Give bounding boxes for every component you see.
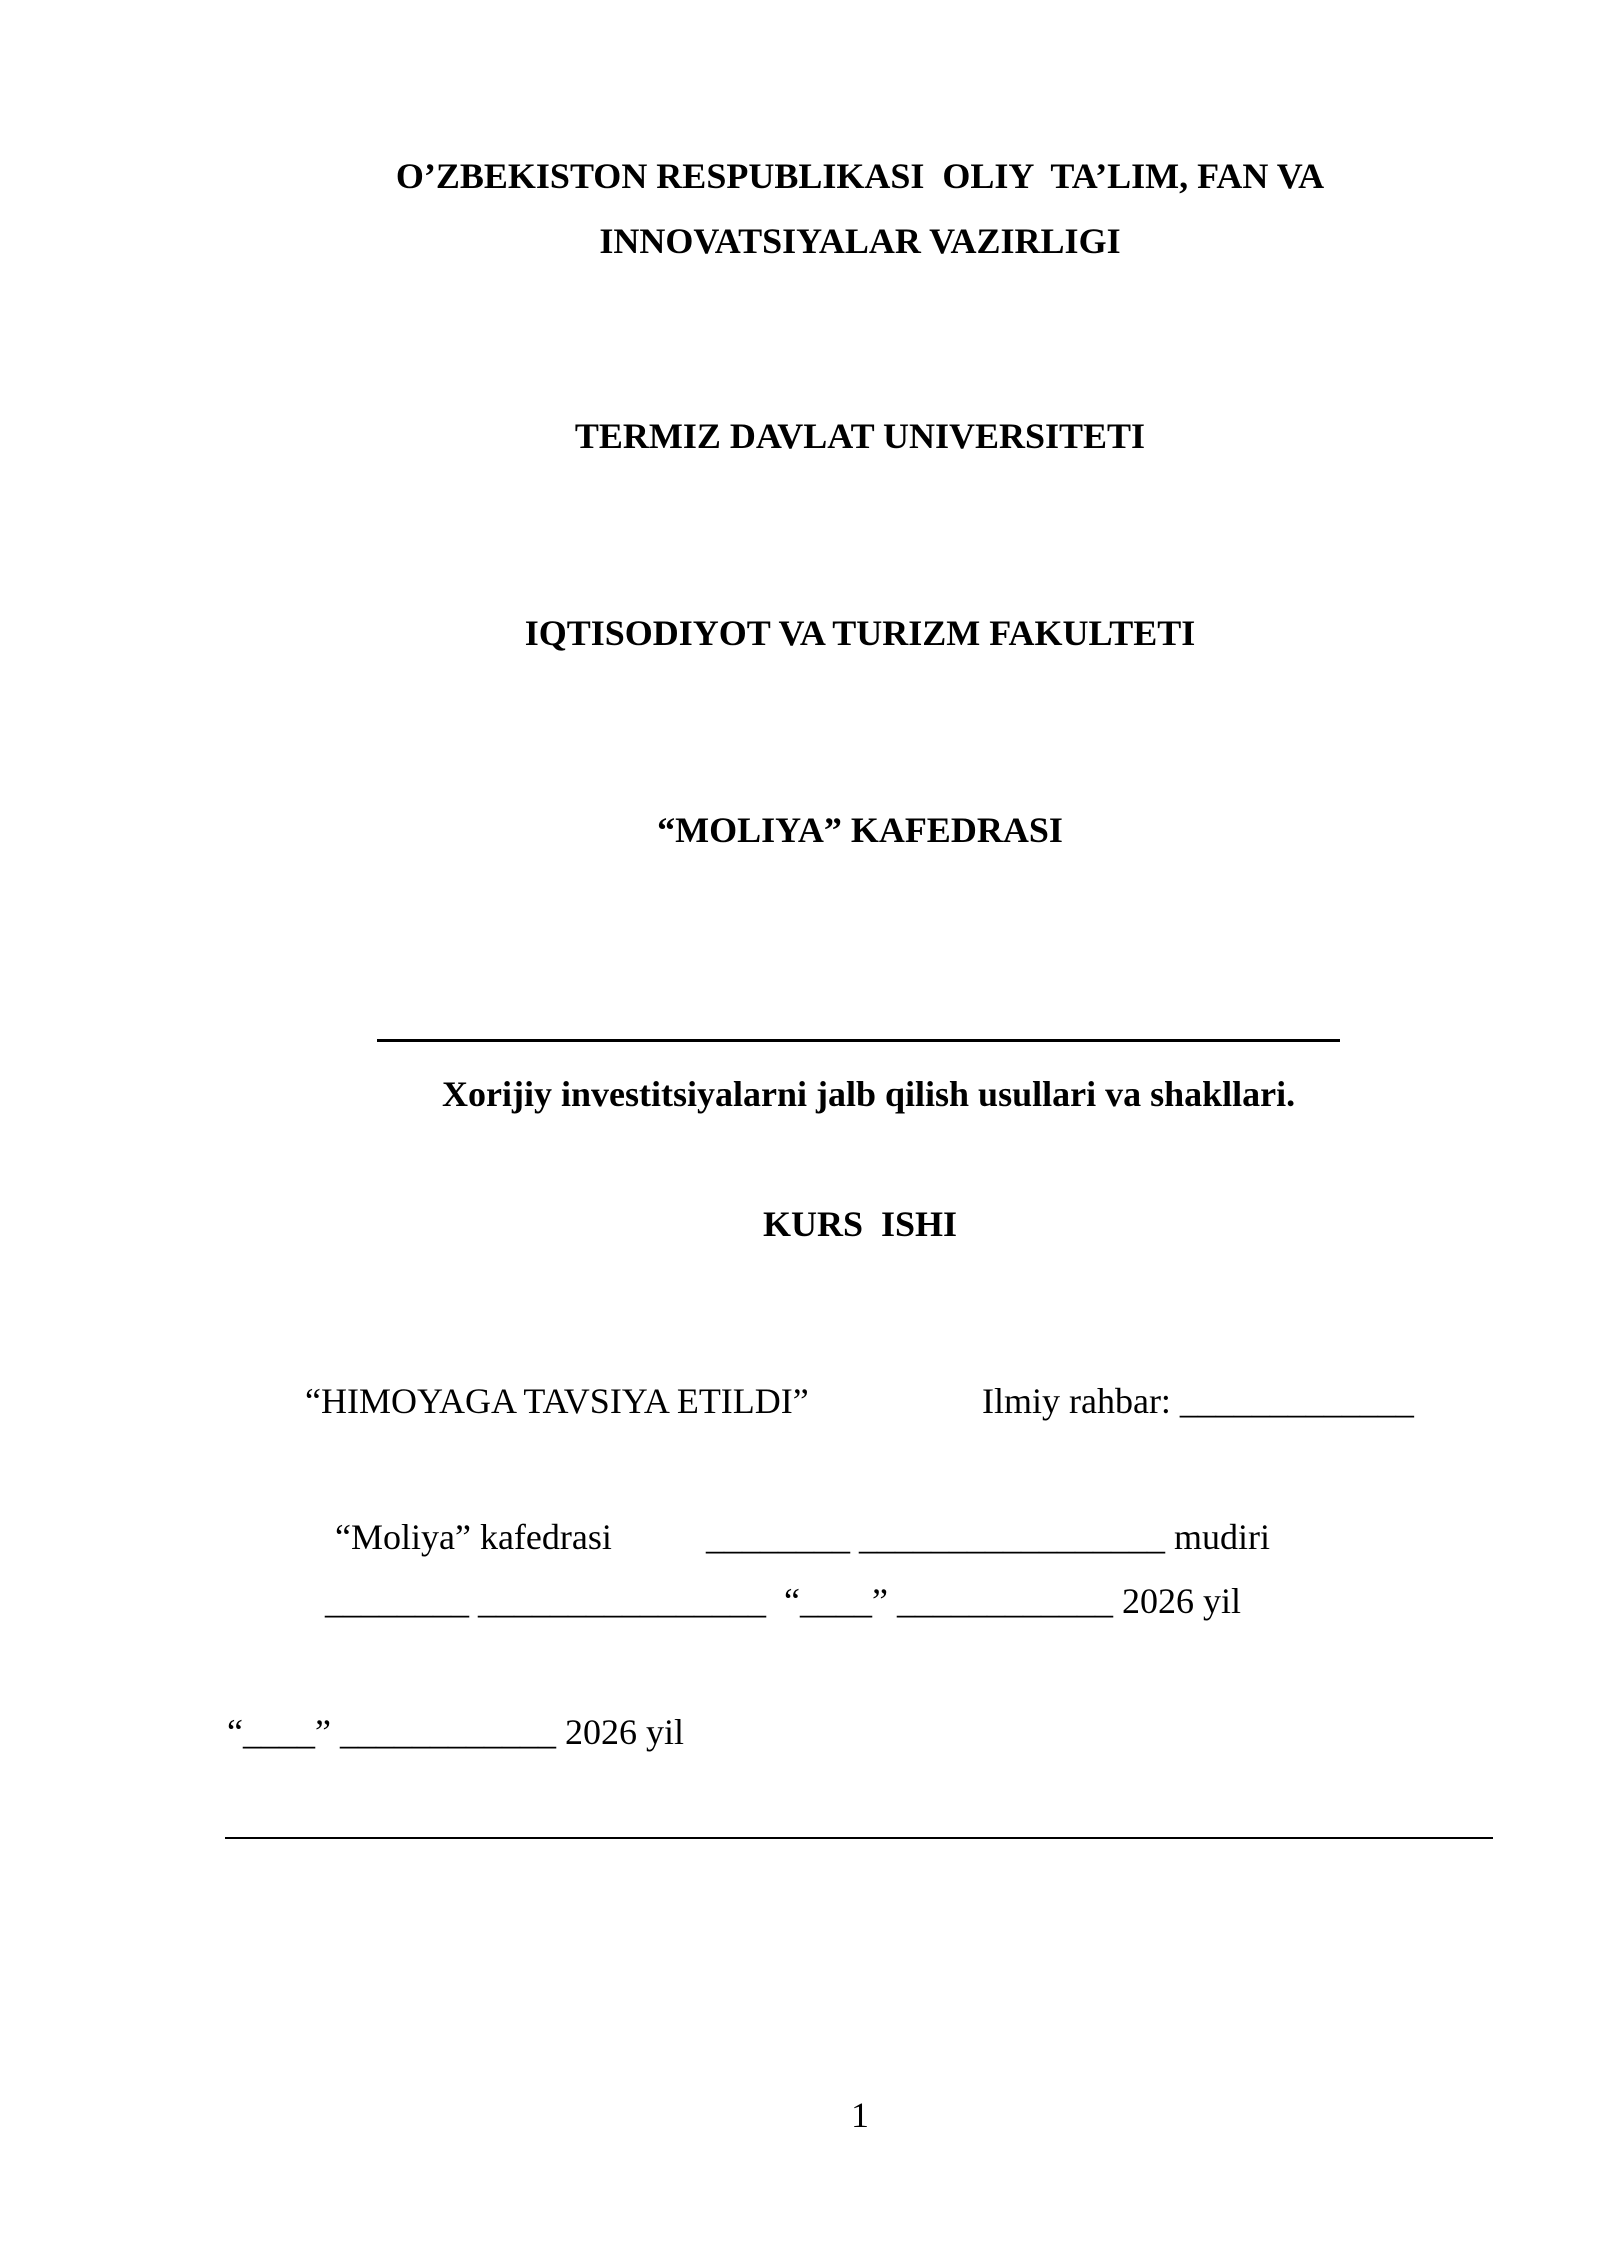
university-name: TERMIZ DAVLAT UNIVERSITETI: [574, 416, 1146, 456]
ministry-line-2: INNOVATSIYALAR VAZIRLIGI: [599, 221, 1121, 261]
topic-rule: [377, 1039, 1340, 1042]
department-label: “Moliya” kafedrasi: [335, 1517, 612, 1557]
page-number: 1: [851, 2095, 869, 2135]
department-date-field: “____” ____________ 2026 yil: [227, 1712, 684, 1752]
supervisor-date-field: ________ ________________ “____” ____________ 2026 yil: [325, 1581, 1241, 1621]
ministry-line-1: O’ZBEKISTON RESPUBLIKASI OLIY TA’LIM, FAN VA: [395, 156, 1325, 196]
recommended-label: “HIMOYAGA TAVSIYA ETILDI”: [305, 1381, 809, 1421]
department-head-field: ________ _________________ mudiri: [706, 1517, 1270, 1557]
supervisor-field: Ilmiy rahbar: _____________: [982, 1381, 1414, 1421]
department-name: “MOLIYA” KAFEDRASI: [657, 810, 1063, 850]
bottom-rule: [225, 1837, 1493, 1839]
faculty-name: IQTISODIYOT VA TURIZM FAKULTETI: [524, 613, 1196, 653]
topic-title: Xorijiy investitsiyalarni jalb qilish usullari va shakllari.: [442, 1074, 1296, 1114]
work-type: KURS ISHI: [762, 1204, 958, 1244]
